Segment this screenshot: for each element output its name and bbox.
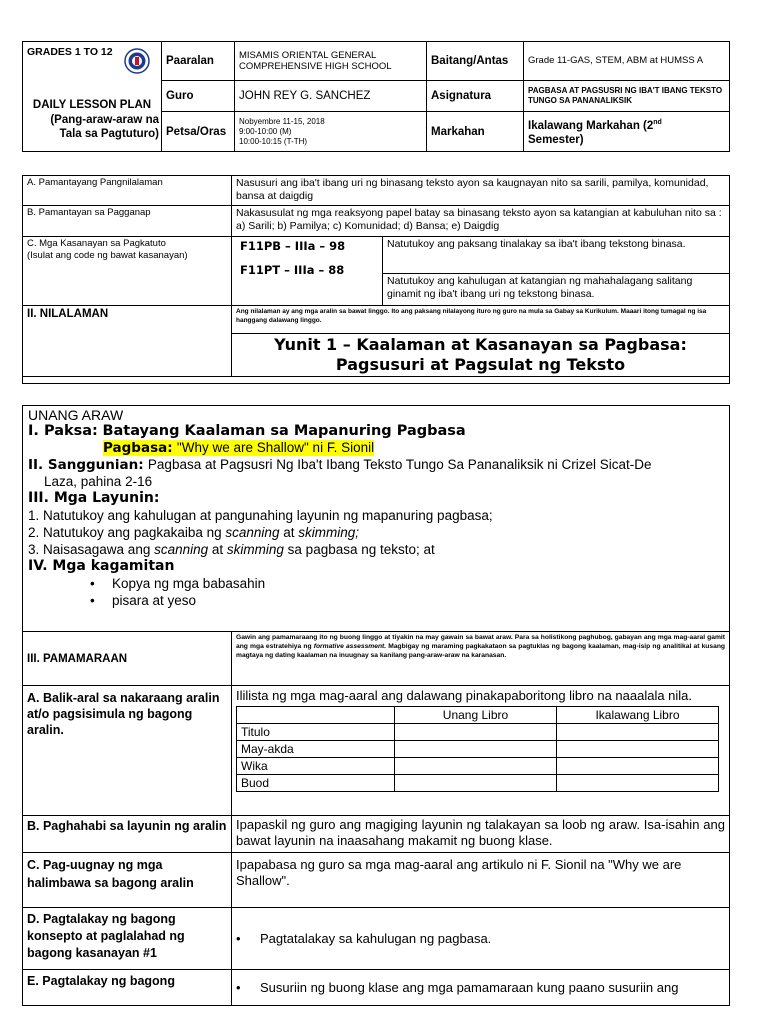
pamamaraan-label: III. PAMAMARAAN <box>23 632 232 686</box>
dlp-subtitle: (Pang-araw-araw na Tala sa Pagtuturo) <box>50 114 159 140</box>
layunin-2-c: at <box>279 525 299 540</box>
layunin-2-b: scanning <box>225 525 280 540</box>
lesson-table <box>22 405 730 1006</box>
competency-1: Natutukoy ang paksang tinalakay sa iba't ibang tekstong binasa. <box>383 237 730 274</box>
pagtalakay-2-cell <box>232 970 730 1006</box>
pamamaraan-note <box>232 632 730 686</box>
competency-2: Natutukoy ang kahulugan at katangian ng mahahalagang salitang ginamit ng iba't ibang uri ng tekstong binasa. <box>383 274 730 306</box>
titulo-unang <box>395 724 557 741</box>
pagtalakay-2-value: Susuriin ng buong klase ang mga pamamaraan kung paano susuriin ang <box>260 980 679 995</box>
col-ikalawang-libro: Ikalawang Libro <box>557 707 719 724</box>
row-wika: Wika <box>237 758 395 775</box>
dlp-title: DAILY LESSON PLAN <box>32 99 152 111</box>
markahan-sup: nd <box>653 119 662 127</box>
sanggunian-line <box>28 456 724 474</box>
paaralan-label: Paaralan <box>162 42 235 81</box>
yunit-line-2: Pagsusuri at Pagsulat ng Teksto <box>335 355 626 374</box>
petsa-line-1: Nobyembre 11-15, 2018 <box>239 116 325 126</box>
kasanayan-title: C. Mga Kasanayan sa Pagkatuto <box>27 238 166 249</box>
paaralan-value: MISAMIS ORIENTAL GENERAL COMPREHENSIVE HIGH SCHOOL <box>235 42 427 81</box>
bullet-icon: • <box>236 930 241 946</box>
layunin-2-a: 2. Natutukoy ang pagkakaiba ng <box>28 525 226 540</box>
balik-aral-value: Ililista ng mga mag-aaral ang dalawang pinakapaboritong libro na naaalala nila. <box>236 688 693 703</box>
sanggunian-line-2: Laza, pahina 2-16 <box>44 474 153 489</box>
pagbasa-label: Pagbasa: <box>103 440 173 456</box>
kagamitan-1-text: Kopya ng mga babasahin <box>112 576 266 591</box>
balik-aral-cell <box>232 686 730 816</box>
may-akda-ikalawang <box>557 741 719 758</box>
pamantayan-pagganap-label: B. Pamantayan sa Pagganap <box>23 206 232 237</box>
layunin-3-a: 3. Naisasagawa ang <box>28 542 155 557</box>
pagbasa-value: "Why we are Shallow" ni F. Sionil <box>176 440 375 455</box>
petsa-line-3: 10:00-10:15 (T-TH) <box>239 136 308 146</box>
nilalaman-note: Ang nilalaman ay ang mga aralin sa bawat linggo. Ito ang paksang nilalayong ituro ng guro na mula sa Gabay sa Kurikulum. Maaari itong tumagal ng isa hanggang dalawang linggo. <box>232 306 730 334</box>
day-title: UNANG ARAW <box>28 407 124 423</box>
pamantayang-pangnilalaman-label: A. Pamantayang Pangnilalaman <box>23 176 232 206</box>
asignatura-label: Asignatura <box>427 81 524 112</box>
baitang-label: Baitang/Antas <box>427 42 524 81</box>
bullet-icon: • <box>90 576 95 591</box>
baitang-value: Grade 11-GAS, STEM, ABM at HUMSS A <box>524 42 730 81</box>
nilalaman-label: II. NILALAMAN <box>23 306 232 377</box>
row-buod: Buod <box>237 775 395 792</box>
bullet-icon: • <box>90 593 95 608</box>
yunit-title <box>232 334 730 377</box>
petsa-label: Petsa/Oras <box>162 112 235 152</box>
paghahabi-label: B. Paghahabi sa layunin ng aralin <box>23 816 232 853</box>
code-1: F11PB – IIIa – 98 <box>240 239 346 253</box>
pag-uugnay-label: C. Pag-uugnay ng mga halimbawa sa bagong aralin <box>23 853 232 908</box>
kagamitan-2-text: pisara at yeso <box>112 593 197 608</box>
paghahabi-value: Ipapaskil ng guro ang magiging layunin ng talakayan sa loob ng araw. Isa-isahin ang bawat layunin na inaasahang makamit ng buong klase. <box>232 816 730 853</box>
bullet-icon: • <box>236 980 241 995</box>
layunin-3-c: at <box>208 542 227 557</box>
note-c: Magbigay ng maraming pagkakataon sa pagtuklas ng bagong kaalaman, mag-isip ng analitikal at kusang magtaya ng dating kaalaman na inuugnay sa kanilang pang-araw-araw na karanasan. <box>236 643 725 659</box>
lesson-overview <box>23 406 730 632</box>
markahan-text: Ikalawang Markahan (2 <box>528 119 654 132</box>
objectives-spacer <box>23 377 730 384</box>
note-b: formative assessment. <box>313 643 387 650</box>
layunin-2-d: skimming; <box>298 525 359 540</box>
yunit-line-1: Yunit 1 – Kaalaman at Kasanayan sa Pagbasa: <box>274 335 687 354</box>
titulo-ikalawang <box>557 724 719 741</box>
pag-uugnay-value: Ipapabasa ng guro sa mga mag-aaral ang artikulo ni F. Sionil na "Why we are Shallow". <box>232 853 730 908</box>
kagamitan-item-1 <box>28 575 724 592</box>
asignatura-value: PAGBASA AT PAGSUSRI NG IBA'T IBANG TEKSTO TUNGO SA PANANALIKSIK <box>524 81 730 112</box>
sanggunian-label: II. Sanggunian: <box>28 457 144 473</box>
book-table <box>236 706 719 792</box>
kagamitan-label: IV. Mga kagamitan <box>28 558 175 574</box>
pagtalakay-1-value: Pagtatalakay sa kahulugan ng pagbasa. <box>260 930 492 946</box>
markahan-text-2: Semester) <box>528 133 584 146</box>
sanggunian-value: Pagbasa at Pagsusri Ng Iba't Ibang Teksto Tungo Sa Pananaliksik ni Crizel Sicat-De <box>147 457 652 472</box>
row-titulo: Titulo <box>237 724 395 741</box>
layunin-2 <box>28 524 724 541</box>
markahan-label: Markahan <box>427 112 524 152</box>
pamantayang-pangnilalaman-value: Nasusuri ang iba't ibang uri ng binasang teksto ayon sa kaugnayan nito sa sarili, pamilya, komunidad, bansa at daigdig <box>232 176 730 206</box>
note-a: Gawin ang pamamaraang ito ng buong linggo at tiyakin na may gawain sa bawat araw. Para sa holistikong paghubog, gabayan ang mga mag-aaral gamit ang mga estratehiya ng <box>236 634 725 650</box>
dlp-title-cell <box>23 42 162 152</box>
kasanayan-codes <box>232 237 383 306</box>
petsa-value <box>235 112 427 152</box>
col-unang-libro: Unang Libro <box>395 707 557 724</box>
deped-seal-icon <box>124 48 150 74</box>
pagtalakay-2-label: E. Pagtalakay ng bagong <box>23 970 232 1006</box>
kasanayan-sublabel: (Isulat ang code ng bawat kasanayan) <box>27 249 188 261</box>
layunin-label: III. Mga Layunin: <box>28 490 160 506</box>
guro-value: JOHN REY G. SANCHEZ <box>235 81 427 112</box>
code-2: F11PT – IIIa – 88 <box>240 263 345 277</box>
header-table <box>22 41 730 152</box>
grades-label: GRADES 1 TO 12 <box>27 46 113 58</box>
buod-unang <box>395 775 557 792</box>
pamantayan-pagganap-value: Nakasusulat ng mga reaksyong papel batay sa binasang teksto ayon sa katangian at kabuluhan nito sa : a) Sarili; b) Pamilya; c) Komunidad; d) Bansa; e) Daigdig <box>232 206 730 237</box>
layunin-3-d: skimming <box>226 542 284 557</box>
layunin-3 <box>28 541 724 558</box>
wika-unang <box>395 758 557 775</box>
may-akda-unang <box>395 741 557 758</box>
book-table-corner <box>237 707 395 724</box>
kasanayan-label <box>23 237 232 306</box>
row-may-akda: May-akda <box>237 741 395 758</box>
pagtalakay-1-cell <box>232 908 730 970</box>
guro-label: Guro <box>162 81 235 112</box>
layunin-3-b: scanning <box>154 542 209 557</box>
paksa-value: Batayang Kaalaman sa Mapanuring Pagbasa <box>102 423 466 439</box>
layunin-3-e: sa pagbasa ng teksto; at <box>283 542 435 557</box>
layunin-1: 1. Natutukoy ang kahulugan at pangunahing layunin ng mapanuring pagbasa; <box>28 508 493 523</box>
paksa-label: I. Paksa: <box>28 423 98 439</box>
objectives-table <box>22 175 730 384</box>
buod-ikalawang <box>557 775 719 792</box>
pagbasa-line <box>28 440 724 456</box>
kagamitan-item-2 <box>28 592 724 609</box>
paksa-line <box>28 423 724 440</box>
petsa-line-2: 9:00-10:00 (M) <box>239 126 292 136</box>
pagtalakay-1-label: D. Pagtalakay ng bagong konsepto at paglalahad ng bagong kasanayan #1 <box>23 908 232 970</box>
balik-aral-label: A. Balik-aral sa nakaraang aralin at/o pagsisimula ng bagong aralin. <box>23 686 232 816</box>
wika-ikalawang <box>557 758 719 775</box>
markahan-value <box>524 112 730 152</box>
